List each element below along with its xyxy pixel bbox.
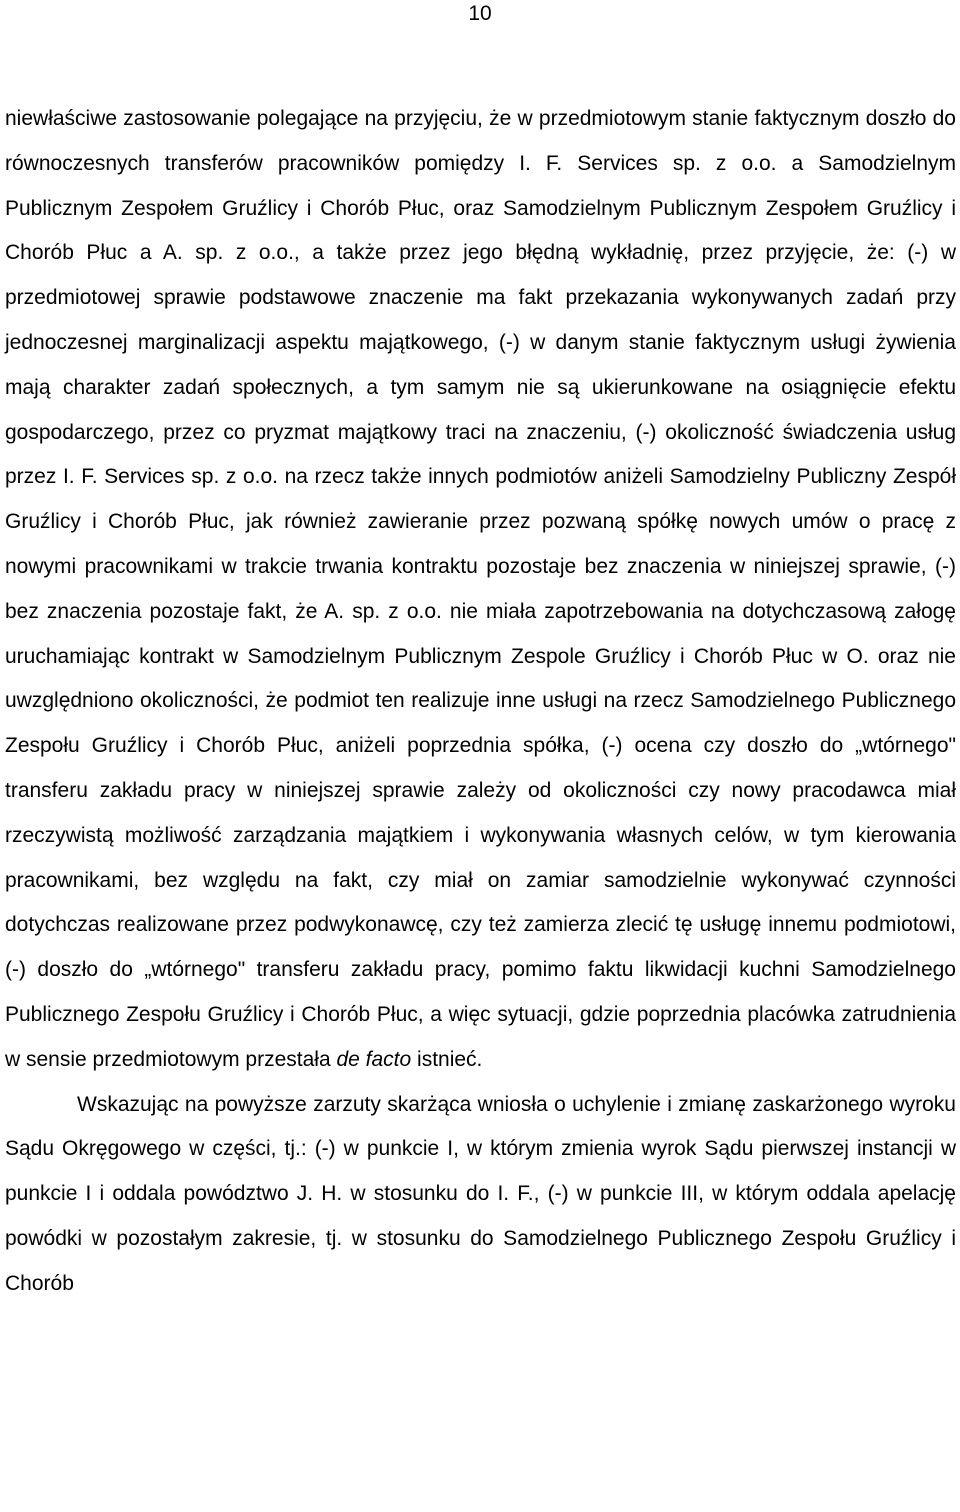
latin-phrase-italic: de facto: [336, 1047, 412, 1071]
body-paragraph-1: [5, 97, 956, 1083]
body-paragraph-2: Wskazując na powyższe zarzuty skarżąca wniosła o uchylenie i zmianę zaskarżonego wyroku Sądu Okręgowego w części, tj.: (-) w punkcie I, w którym zmienia wyrok Sądu pierwszej instancji w punkcie I i oddala powództwo J. H. w stosunku do I. F., (-) w punkcie III, w którym oddala apelację powódki w pozostałym zakresie, tj. w stosunku do Samodzielnego Publicznego Zespołu Gruźlicy i Chorób: [5, 1092, 956, 1295]
paragraph-1-text: niewłaściwe zastosowanie polegające na przyjęciu, że w przedmiotowym stanie faktycznym doszło do równoczesnych transferów pracowników pomiędzy I. F. Services sp. z o.o. a Samodzielnym Publicznym Zespołem Gruźlicy i Chorób Płuc, oraz Samodzielnym Publicznym Zespołem Gruźlicy i Chorób Płuc a A. sp. z o.o., a także przez jego błędną wykładnię, przez przyjęcie, że: (-) w przedmiotowej sprawie podstawowe znaczenie ma fakt przekazania wykonywanych zadań przy jednoczesnej marginalizacji aspektu majątkowego, (-) w danym stanie faktycznym usługi żywienia mają charakter zadań społecznych, a tym samym nie są ukierunkowane na osiągnięcie efektu gospodarczego, przez co pryzmat majątkowy traci na znaczeniu, (-) okoliczność świadczenia usług przez I. F. Services sp. z o.o. na rzecz także innych podmiotów aniżeli Samodzielny Publiczny Zespół Gruźlicy i Chorób Płuc, jak również zawieranie przez pozwaną spółkę nowych umów o pracę z nowymi pracownikami w trakcie trwania kontraktu pozostaje bez znaczenia w niniejszej sprawie, (-) bez znaczenia pozostaje fakt, że A. sp. z o.o. nie miała zapotrzebowania na dotychczasową załogę uruchamiając kontrakt w Samodzielnym Publicznym Zespole Gruźlicy i Chorób Płuc w O. oraz nie uwzględniono okoliczności, że podmiot ten realizuje inne usługi na rzecz Samodzielnego Publicznego Zespołu Gruźlicy i Chorób Płuc, aniżeli poprzednia spółka, (-) ocena czy doszło do „wtórnego" transferu zakładu pracy w niniejszej sprawie zależy od okoliczności czy nowy pracodawca miał rzeczywistą możliwość zarządzania majątkiem i wykonywania własnych celów, w tym kierowania pracownikami, bez względu na fakt, czy miał on zamiar samodzielnie wykonywać czynności dotychczas realizowane przez podwykonawcę, czy też zamierza zlecić tę usługę innemu podmiotowi, (-) doszło do „wtórnego" transferu zakładu pracy, pomimo faktu likwidacji kuchni Samodzielnego Publicznego Zespołu Gruźlicy i Chorób Płuc, a więc sytuacji, gdzie poprzednia placówka zatrudnienia w sensie przedmiotowym przestała: [5, 107, 956, 1071]
page-number: 10: [468, 2, 492, 25]
paragraph-1-ending: istnieć.: [411, 1047, 483, 1071]
document-body: [5, 97, 956, 1307]
